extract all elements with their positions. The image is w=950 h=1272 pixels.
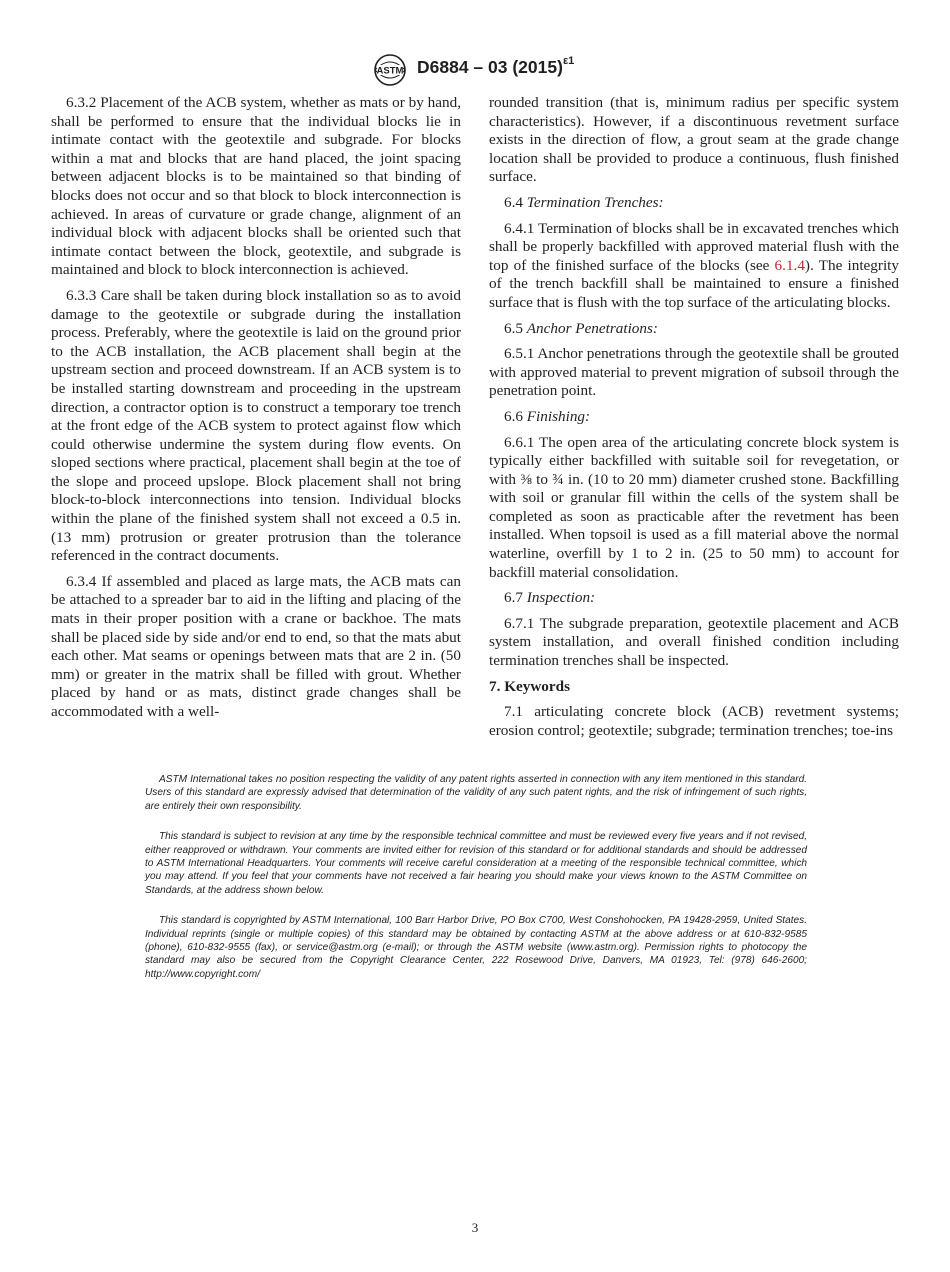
section-number: 6.4 xyxy=(504,193,523,211)
section-6-6-heading xyxy=(489,408,899,427)
section-6-7-heading xyxy=(489,589,899,608)
paragraph-6-3-2: 6.3.2 Placement of the ACB system, whether as mats or by hand, shall be performed to ensure that the individual blocks lie in intimate contact with the geotextile and subgrade. For blocks within a mat and blocks that are hand placed, the joint spacing between adjacent blocks is to be maintained so that binding of blocks does not occur and so that block to block interconnection is achieved. In areas of curvature or grade change, alignment of an individual block with adjacent blocks shall be oriented such that intimate contact between the block, geotextile, and subgrade is maintained and block to block interconnection is achieved. xyxy=(51,94,461,279)
paragraph-6-4-1 xyxy=(489,220,899,313)
right-column xyxy=(489,94,899,747)
paragraph-6-3-3: 6.3.3 Care shall be taken during block installation so as to avoid damage to the geotextile or subgrade during the installation process. Preferably, where the geotextile is laid on the ground prior to the ACB installation, the ACB placement shall begin at the upstream section and proceed downstream. If an ACB system is to be installed starting downstream and proceeding in the upstream direction, a contractor option is to construct a temporary toe trench at the front edge of the ACB system to protect against flow which could otherwise undermine the system during flow events. On sloped sections where practical, placement shall begin at the toe of the slope and proceed upslope. Block placement shall not bring block-to-block interconnections into tension. Individual blocks within the plane of the finished system shall not exceed a 0.5 in. (13 mm) protrusion or greater protrusion than the tolerance referenced in the contract documents. xyxy=(51,286,461,565)
standard-designation xyxy=(417,57,574,78)
revision-notice: This standard is subject to revision at any time by the responsible technical committee and must be reviewed every five years and if not revised, either reapproved or withdrawn. Your comments are invited either for revision of this standard or for additional standards and should be addressed to ASTM International Headquarters. Your comments will receive careful consideration at a meeting of the responsible technical committee, which you may attend. If you feel that your comments have not received a fair hearing you should make your views known to the ASTM Committee on Standards, at the address shown below. xyxy=(145,831,807,896)
page-number: 3 xyxy=(471,1220,479,1235)
keywords-heading: 7. Keywords xyxy=(489,677,570,695)
paragraph-6-6-1: 6.6.1 The open area of the articulating concrete block system is typically either backfilled with suitable soil for revegetation, or with ⅜ to ¾ in. (10 to 20 mm) diameter crushed stone. Backfilling with soil or granular fill within the cells of the system shall be completed as soon as practicable after the revetment has been installed. When topsoil is used as a fill material above the normal waterline, overfill by 1 to 2 in. (25 to 50 mm) to account for backfill material consolidation. xyxy=(489,433,899,581)
section-title: Termination Trenches: xyxy=(526,193,664,211)
paragraph-text: 6.4.1 Termination of blocks shall be in excavated trenches which shall be properly backfilled with approved material flush with the top of the finished surface of the blocks (see xyxy=(489,219,899,274)
logo-text: ASTM xyxy=(376,65,404,77)
section-number: 6.6 xyxy=(504,407,523,425)
paragraph-text: ). The integrity of the trench backfill shall be maintained to ensure a finished surface that is flush with the top surface of the articulating blocks. xyxy=(489,256,899,311)
section-number: 6.7 xyxy=(504,589,523,607)
cross-reference-link[interactable]: 6.1.4 xyxy=(774,256,805,274)
astm-logo-icon xyxy=(371,52,409,88)
paragraph-6-5-1: 6.5.1 Anchor penetrations through the geotextile shall be grouted with approved material to prevent migration of subsoil through the penetration point. xyxy=(489,345,899,400)
designation-superscript: ε1 xyxy=(562,55,575,68)
section-title: Anchor Penetrations: xyxy=(526,319,658,337)
section-number: 6.5 xyxy=(504,319,523,337)
copyright-notice: This standard is copyrighted by ASTM International, 100 Barr Harbor Drive, PO Box C700, West Conshohocken, PA 19428-2959, United States. Individual reprints (single or multiple copies) of this standard may be obtained by contacting ASTM at the above address or at 610-832-9585 (phone), 610-832-9555 (fax), or service@astm.org (e-mail); or through the ASTM website (www.astm.org). Permission rights to photocopy the standard may also be secured from the Copyright Clearance Center, 222 Rosewood Drive, Danvers, MA 01923, Tel: (978) 646-2600; http://www.copyright.com/ xyxy=(145,915,807,980)
paragraph-7-1: 7.1 articulating concrete block (ACB) revetment systems; erosion control; geotextile; subgrade; termination trenches; toe-ins xyxy=(489,703,899,739)
section-title: Inspection: xyxy=(526,589,596,607)
section-6-5-heading xyxy=(489,320,899,339)
patent-notice: ASTM International takes no position respecting the validity of any patent rights asserted in connection with any item mentioned in this standard. Users of this standard are expressly advised that determination of the validity of any such patent rights, and the risk of infringement of such rights, are entirely their own responsibility. xyxy=(145,774,807,812)
legal-notices xyxy=(145,773,807,998)
section-title: Finishing: xyxy=(526,407,591,425)
paragraph-6-7-1: 6.7.1 The subgrade preparation, geotextile placement and ACB system installation, and overall finished condition including termination trenches shall be inspected. xyxy=(489,614,899,670)
paragraph-6-3-4: 6.3.4 If assembled and placed as large mats, the ACB mats can be attached to a spreader bar to aid in the lifting and placing of the mats in their proper position with a crane or backhoe. The mats shall be placed side by side and/or end to end, so that the mats abut each other. Mat seams or openings between mats that are 2 in. (50 mm) or greater in the matrix shall be filled with grout. Whether placed by hand or as mats, distinct grade changes shall be accommodated with a well- xyxy=(51,572,461,720)
section-6-4-heading xyxy=(489,194,899,213)
designation-text: D6884 – 03 (2015) xyxy=(417,57,563,77)
page-header xyxy=(0,52,950,88)
paragraph-6-3-4-continued: rounded transition (that is, minimum radius per specific system characteristics). However, if a discontinuous revetment surface exists in the direction of flow, a grout seam at the grade change location shall be provided to produce a continuous, flush finished surface. xyxy=(489,94,899,186)
left-column xyxy=(51,94,461,729)
